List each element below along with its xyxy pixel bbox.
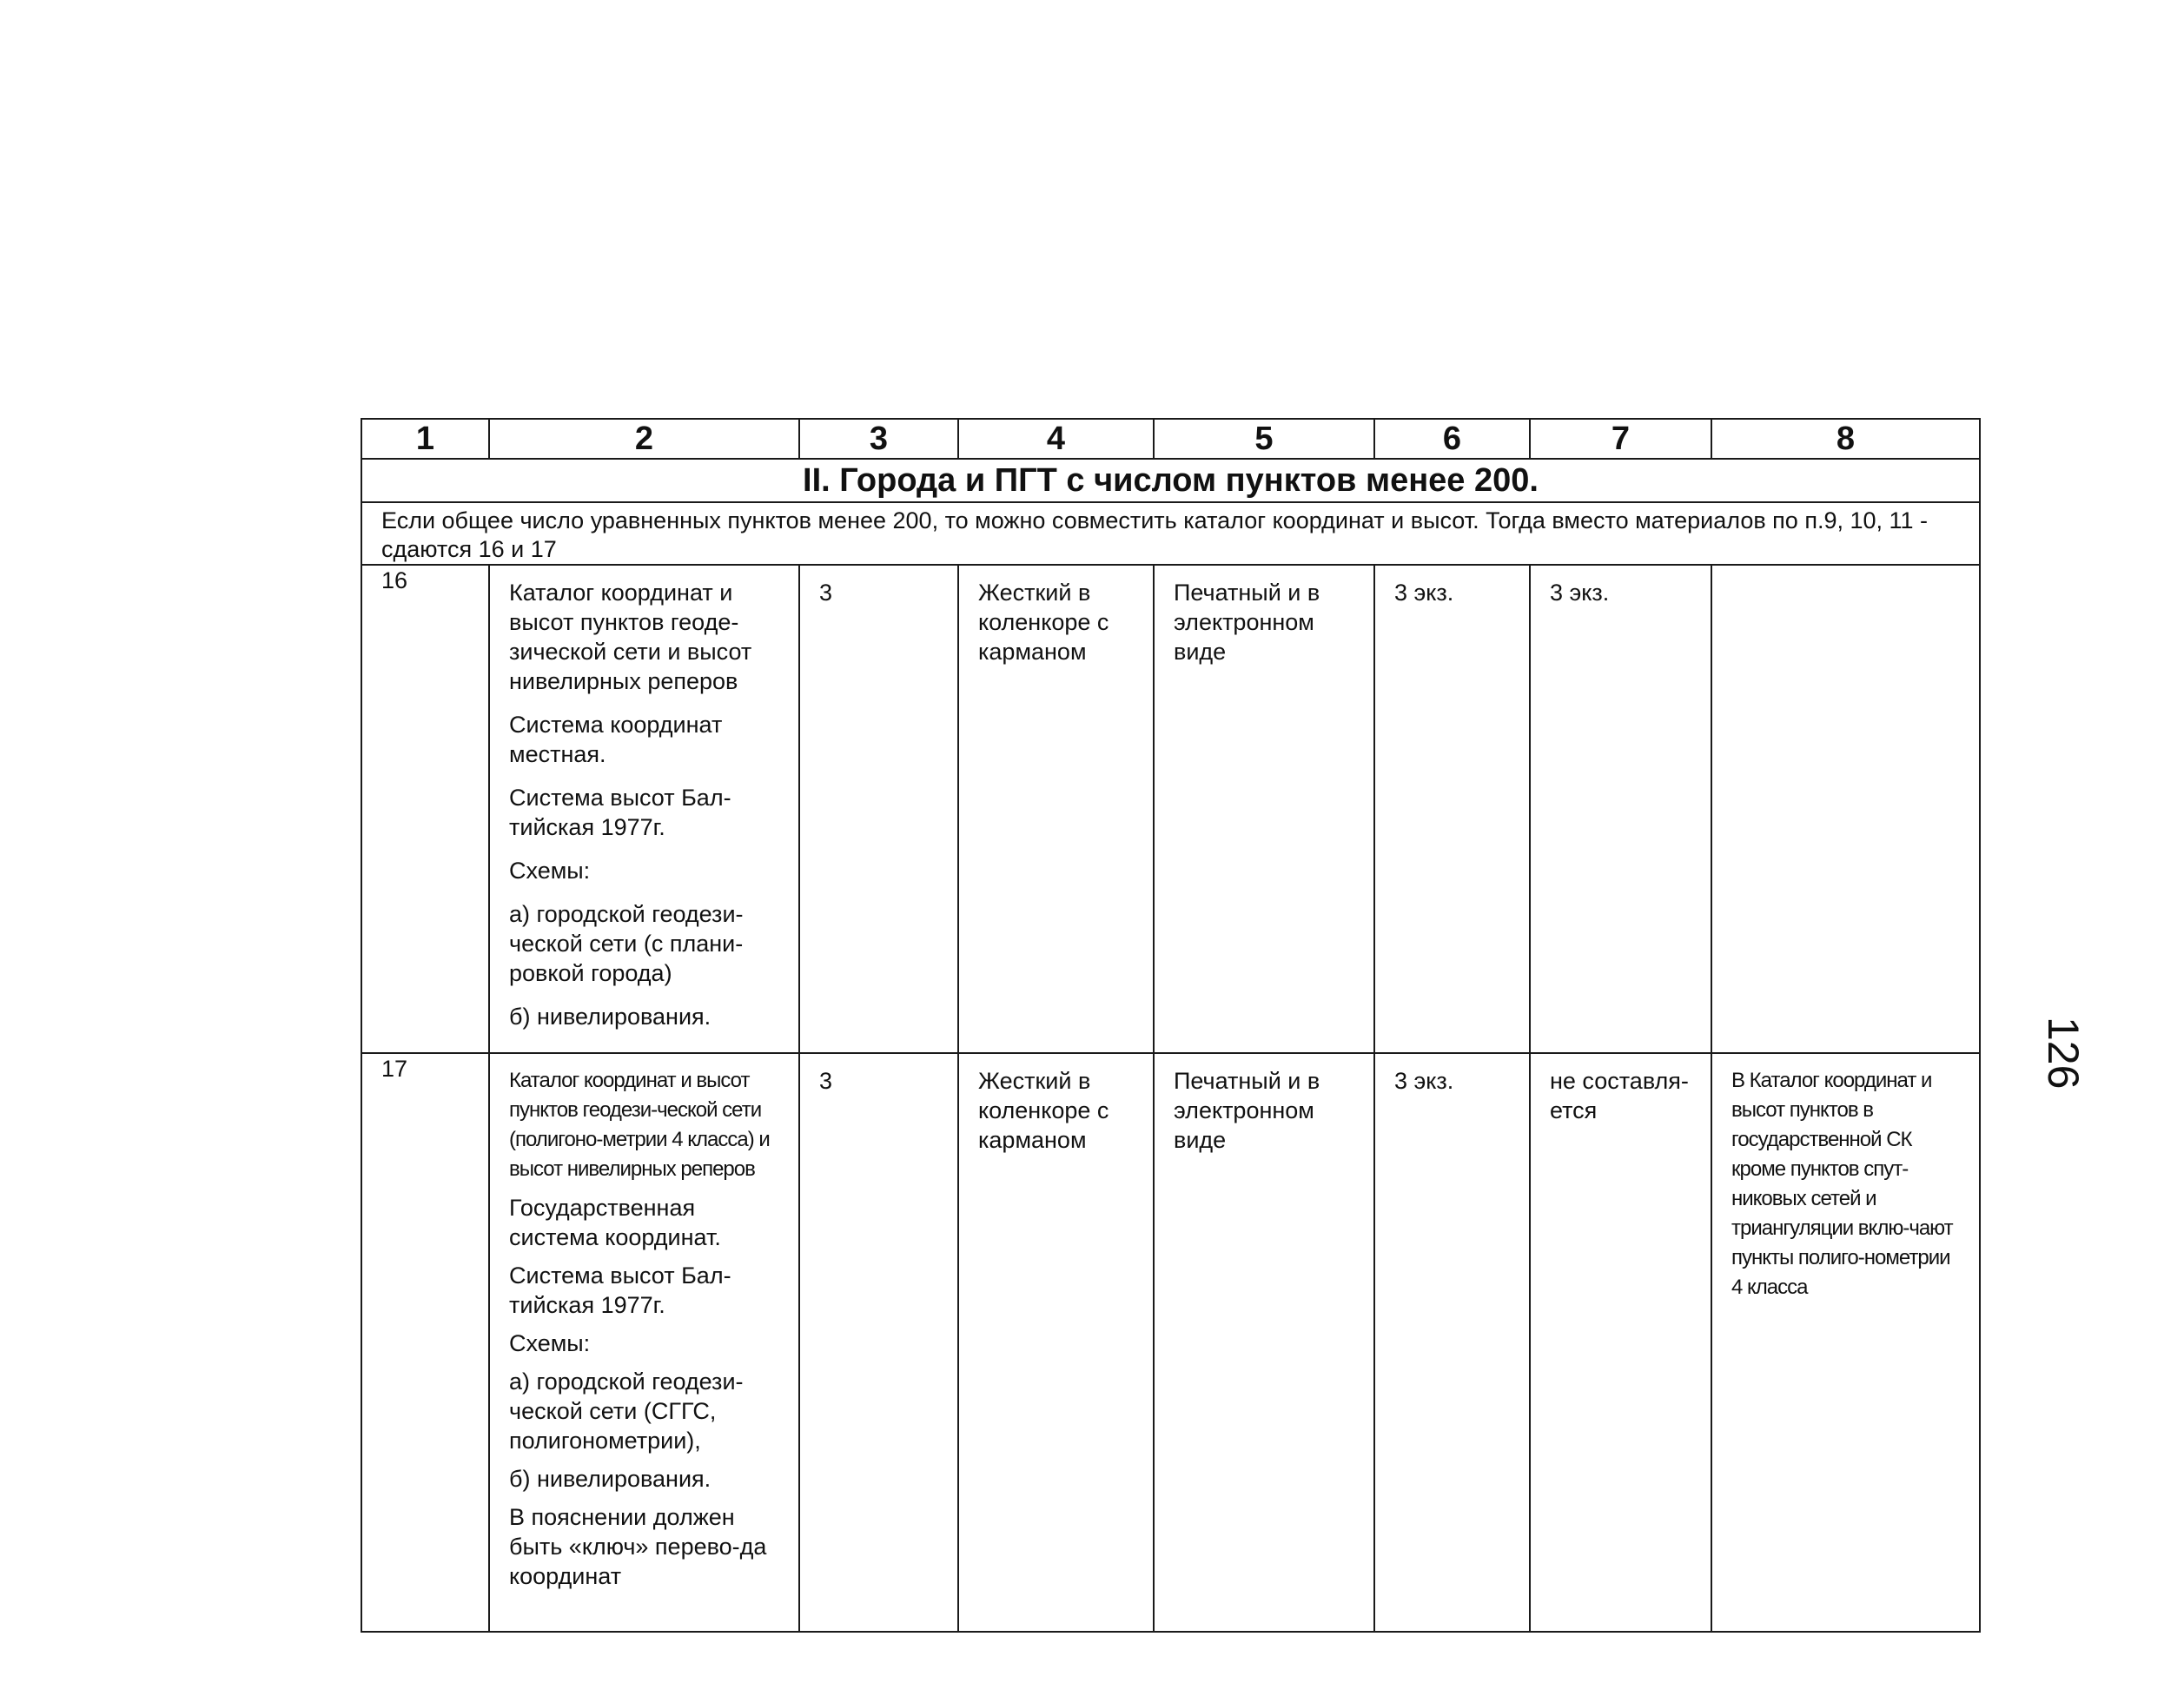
column-number-1: 1 <box>361 419 489 459</box>
row-remark: В Каталог координат и высот пунктов в государственной СК кроме пунктов спут-никовых сетей и триангуляции вклю-чают пункты полиго-нометрии 4 класса <box>1711 1053 1980 1632</box>
document-table <box>361 418 1981 1633</box>
description-paragraph: Схемы: <box>509 1330 591 1356</box>
column-number-2: 2 <box>489 419 799 459</box>
description-paragraph: Государственная система координат. <box>509 1195 721 1250</box>
description-paragraph: В пояснении должен быть «ключ» перево-да координат <box>509 1504 767 1589</box>
description-paragraph: а) городской геодези-ческой сети (с плани-ровкой города) <box>509 901 744 986</box>
description-paragraph: Система высот Бал-тийская 1977г. <box>509 1262 731 1318</box>
description-paragraph: Система координат местная. <box>509 712 723 767</box>
column-number-4: 4 <box>958 419 1154 459</box>
table-row <box>361 1053 1980 1632</box>
row-remark <box>1711 565 1980 1053</box>
description-paragraph: Каталог координат и высот пунктов геодези-ческой сети (полигоно-метрии 4 класса) и высот нивелирных реперов <box>509 1069 770 1181</box>
description-paragraph: Каталог координат и высот пунктов геоде-зической сети и высот нивелирных реперов <box>509 580 752 694</box>
row-col7: не составля-ется <box>1530 1053 1711 1632</box>
column-number-6: 6 <box>1374 419 1530 459</box>
section-title: II. Города и ПГТ с числом пунктов менее 200. <box>361 459 1980 502</box>
note-row <box>361 502 1980 565</box>
description-paragraph: Схемы: <box>509 858 591 884</box>
row-number: 17 <box>361 1053 489 1632</box>
description-paragraph: а) городской геодези-ческой сети (СГГС, полигонометрии), <box>509 1368 744 1454</box>
column-number-7: 7 <box>1530 419 1711 459</box>
row-number: 16 <box>361 565 489 1053</box>
column-number-3: 3 <box>799 419 958 459</box>
section-note: Если общее число уравненных пунктов менее 200, то можно совместить каталог координат и высот. Тогда вместо материалов по п.9, 10, 11 - сдаются 16 и 17 <box>361 502 1980 565</box>
row-format: Печатный и в электронном виде <box>1154 1053 1374 1632</box>
row-format: Печатный и в электронном виде <box>1154 565 1374 1053</box>
table-row <box>361 565 1980 1053</box>
section-title-row <box>361 459 1980 502</box>
column-number-row <box>361 419 1980 459</box>
description-paragraph: б) нивелирования. <box>509 1004 711 1030</box>
column-number-5: 5 <box>1154 419 1374 459</box>
row-copies-count: 3 <box>799 565 958 1053</box>
description-paragraph: Система высот Бал-тийская 1977г. <box>509 785 731 840</box>
column-number-8: 8 <box>1711 419 1980 459</box>
page-number: 126 <box>2039 1017 2088 1090</box>
row-description <box>489 565 799 1053</box>
description-paragraph: б) нивелирования. <box>509 1466 711 1492</box>
row-binding: Жесткий в коленкоре с карманом <box>958 565 1154 1053</box>
row-description <box>489 1053 799 1632</box>
row-col6: 3 экз. <box>1374 565 1530 1053</box>
row-copies-count: 3 <box>799 1053 958 1632</box>
row-binding: Жесткий в коленкоре с карманом <box>958 1053 1154 1632</box>
row-col7: 3 экз. <box>1530 565 1711 1053</box>
row-col6: 3 экз. <box>1374 1053 1530 1632</box>
